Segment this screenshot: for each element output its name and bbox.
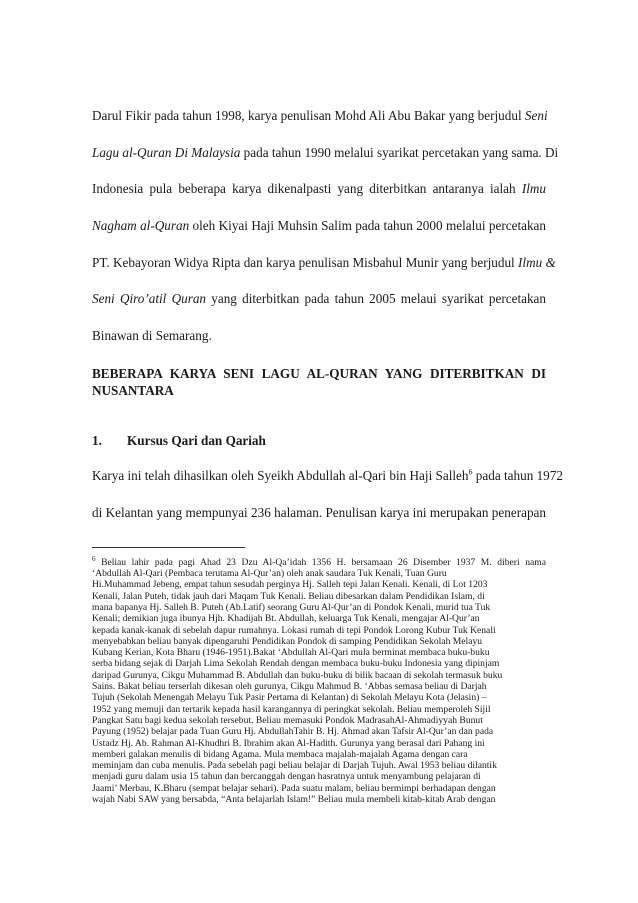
text-run: pada tahun 1972 (472, 468, 563, 484)
footnote-line: Hi.Muhammad Jebeng, empat tahun sesudah perginya Hj. Salleh tepi Jalan Kenali. Kenali, di Lot 1203 (92, 579, 488, 591)
paragraph-line (92, 291, 546, 307)
paragraph-line (92, 254, 556, 271)
footnote-line: daripad Gurunya, Cikgu Muhammad B. Abdullah dan buku-buku di bilik bacaan di sekolah termasuk buku (92, 669, 503, 681)
italic-title: Lagu al-Quran Di Malaysia (92, 144, 241, 160)
paragraph-line (92, 328, 546, 344)
text-run: oleh Kiyai Haji Muhsin Salim pada tahun 2000 melalui percetakan (189, 218, 546, 234)
footnote-line: Ustadz Hj. Ab. Rahman Al-Khudhri B. Ibrahim akan Al-Hadith. Gurunya yang berasal dari Pahang ini (92, 737, 485, 749)
text-run: pada tahun 1990 melalui syarikat percetakan yang sama. Di (240, 144, 559, 160)
section-heading (92, 365, 546, 399)
footnote-line: mana bapanya Hj. Salleh B. Puteh (Ab.Latif) seorang Guru Al-Qur’an di Pondok Kenali, murid tua Tuk (92, 602, 491, 613)
italic-title: Nagham al-Quran (92, 218, 190, 234)
footnote-line: Kenali; demikian juga ibunya Hjh. Khadijah Bt. Abdullah, keluarga Tuk Kenali, mengajar Al-Qur’an (92, 613, 480, 625)
text-run: Binawan di Semarang. (92, 328, 212, 344)
footnote-line: menyebabkan beliau banyak dipengaruhi Pendidikan Pondok di samping Pendidikan Sekolah Melayu (92, 635, 483, 647)
italic-title: Seni (524, 108, 548, 123)
italic-title: Ilmu & (518, 254, 556, 270)
section-number: 1. (92, 433, 102, 449)
footnote-line: meminjam dan cuba menulis. Pada sebelah pagi beliau belajar di Darjah Tujuh. Awal 1953 beliau dilantik (92, 760, 497, 772)
footnote-separator (92, 547, 245, 548)
heading-line-1: BEBERAPA KARYA SENI LAGU AL-QURAN YANG DITERBITKAN DI (92, 366, 546, 382)
paragraph-2 (92, 467, 563, 521)
footnote-line: serba bidang sejak di Darjah Lima Sekolah Rendah dengan membaca buku-buku Indonesia yang dipinjam (92, 658, 500, 670)
text-run: Indonesia pula beberapa karya dikenalpasti yang diterbitkan antaranya ialah (92, 181, 522, 197)
footnote-line: memberi galakan menulis di bidang Agama. Mula membaca majalah-majalah Agama dengan cara (92, 748, 468, 760)
footnote-line: wajah Nabi SAW yang bersabda, “Anta belajarlah Islam!” Beliau mula membeli kitab-kitab Arab dengan (92, 794, 496, 806)
paragraph-line (92, 108, 546, 124)
text-run: yang diterbitkan pada tahun 2005 melaui syarikat percetakan (206, 291, 546, 307)
footnote-reference[interactable]: 6 (468, 467, 473, 477)
footnote-line: Tujuh (Sekolah Menengah Melayu Tuk Pasir Pertama di Kelantan) di Sekolah Melayu Kota (Jelasin) – (92, 692, 487, 704)
italic-title: Ilmu (521, 181, 546, 197)
text-run: Darul Fikir pada tahun 1998, karya penulisan Mohd Ali Abu Bakar yang berjudul (92, 108, 525, 123)
text-run: Karya ini telah dihasilkan oleh Syeikh Abdullah al-Qari bin Haji Salleh (92, 468, 469, 484)
footnote-line: Payung (1952) belajar pada Tuan Guru Hj. AbdullahTahir B. Hj. Ahmad akan Tafsir Al-Qur’an dan pada (92, 726, 494, 738)
paragraph-line (92, 218, 546, 234)
text-run: PT. Kebayoran Widya Ripta dan karya penulisan Misbahul Munir yang berjudul (92, 254, 519, 270)
footnote-line: Pangkat Satu bagi kedua sekolah tersebut. Beliau memasuki Pondok MadrasahAl-Ahmadiyyah Bunut (92, 714, 483, 726)
text-run: di Kelantan yang mempunyai 236 halaman. Penulisan karya ini merupakan penerapan (92, 504, 546, 520)
footnote-line: Jaami’ Merbau, K.Bharu (sempat belajar sehari). Pada suatu malam, beliau bermimpi berhadapan dengan (92, 782, 496, 794)
footnote-mark: 6 (92, 554, 96, 563)
text-run: Beliau lahir pada pagi Ahad 23 Dzu Al-Qa’idah 1356 H. bersamaan 26 Disember 1937 M. diberi nama (95, 556, 546, 568)
footnote-line: kepada kanak-kanak di sebelah dapur rumahnya. Lokasi rumah di tepi Pondok Lorong Kubur Tuk Kenali (92, 624, 496, 636)
document-page (92, 108, 563, 806)
section-title-text: Kursus Qari dan Qariah (127, 433, 266, 449)
footnote-line: 1952 yang memuji dan tertarik kepada hasil karangannya di peringkat sekolah. Beliau memperoleh Sijil (92, 703, 491, 715)
footnote-6 (92, 554, 546, 806)
numbered-section-title (92, 433, 546, 449)
footnote-line (92, 554, 546, 568)
paragraph-line (92, 505, 546, 521)
paragraph-line (92, 144, 559, 161)
footnote-line: Kenali, Jalan Puteh, tidak jauh dari Maqam Tuk Kenali. Beliau dibesarkan dalam Pendidikan Islam, di (92, 590, 485, 602)
footnote-line: Sains. Bakat beliau terserlah dikesan oleh gurunya, Cikgu Mahmud B. ‘Abbas semasa beliau di Darjah (92, 681, 487, 693)
paragraph-1 (92, 108, 559, 344)
footnote-line: Kubang Kerian, Kota Bharu (1946-1951).Bakat ‘Abdullah Al-Qari mula berminat membaca buku-buku (92, 647, 490, 659)
heading-line-2: NUSANTARA (92, 383, 174, 399)
italic-title: Seni Qiro’atil Quran (92, 291, 207, 307)
footnote-line: menjadi guru dalam usia 15 tahun dan bercanggah dengan hasratnya untuk menyambung pelajaran di (92, 771, 481, 783)
paragraph-line (92, 181, 546, 197)
paragraph-line (92, 467, 563, 484)
footnote-line: ‘Abdullah Al-Qari (Pembaca terutama Al-Qur’an) oleh anak saudara Tuk Kenali, Tuan Guru (92, 568, 447, 580)
